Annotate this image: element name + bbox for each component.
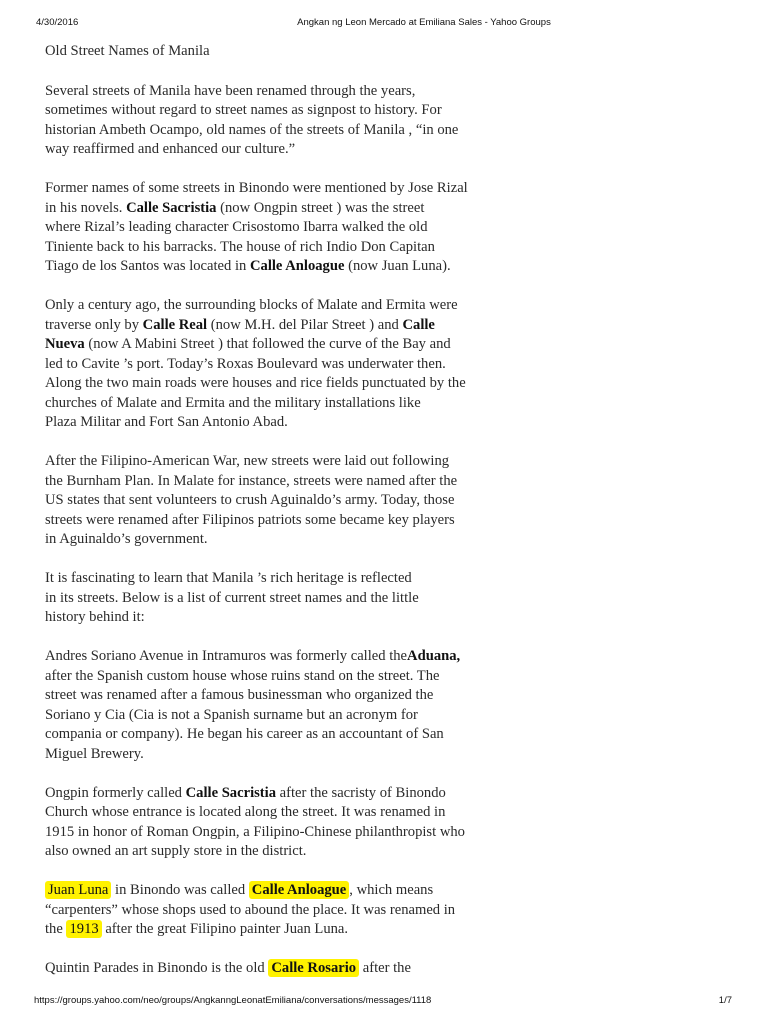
text-line: US states that sent volunteers to crush Aguinaldo’s army. Today, those — [45, 492, 455, 508]
text-line: the 1913 after the great Filipino painter Juan Luna. — [45, 921, 349, 937]
text-line: streets were renamed after Filipinos patriots some became key players — [45, 511, 455, 528]
paragraph-burnham — [45, 452, 545, 550]
paragraph-malate — [45, 296, 545, 433]
paragraph-binondo — [45, 179, 545, 277]
highlight-calle-rosario: Calle Rosario — [268, 959, 359, 977]
text-line: It is fascinating to learn that Manila ’s rich heritage is reflected — [45, 570, 412, 586]
paragraph-juan-luna — [45, 881, 545, 940]
print-url: https://groups.yahoo.com/neo/groups/AngkanngLeonatEmiliana/conversations/messages/1118 — [34, 995, 432, 1006]
text-line: 1915 in honor of Roman Ongpin, a Filipino-Chinese philanthropist who — [45, 823, 465, 840]
print-title: Angkan ng Leon Mercado at Emiliana Sales - Yahoo Groups — [297, 17, 551, 28]
text-line: Along the two main roads were houses and rice fields punctuated by the — [45, 375, 466, 391]
paragraph-quintin-paredes — [45, 959, 545, 979]
print-header — [36, 17, 732, 31]
text-line: historian Ambeth Ocampo, old names of the streets of Manila , “in one — [45, 121, 459, 138]
text-line: compania or company). He began his career as an accountant of San — [45, 726, 444, 742]
text-line: Plaza Militar and Fort San Antonio Abad. — [45, 414, 288, 430]
text-line: churches of Malate and Ermita and the military installations like — [45, 394, 421, 411]
street-name: Calle Sacristia — [126, 199, 217, 216]
text-line: Several streets of Manila have been renamed through the years, — [45, 82, 416, 99]
text-line: Church whose entrance is located along the street. It was renamed in — [45, 804, 446, 820]
paragraph-soriano — [45, 647, 545, 764]
text-line: sometimes without regard to street names as signpost to history. For — [45, 102, 442, 118]
text-line: the Burnham Plan. In Malate for instance, streets were named after the — [45, 472, 458, 489]
print-footer — [36, 995, 732, 1009]
text-line: street was renamed after a famous businessman who organized the — [45, 687, 434, 703]
text-line: also owned an art supply store in the district. — [45, 843, 307, 859]
text-line: Andres Soriano Avenue in Intramuros was formerly called theAduana, — [45, 648, 461, 664]
street-name: Nueva — [45, 336, 85, 352]
print-date: 4/30/2016 — [36, 17, 79, 28]
text-line: in Aguinaldo’s government. — [45, 531, 208, 547]
street-name: Calle — [402, 316, 435, 333]
street-name: Calle Real — [142, 316, 208, 333]
text-line: history behind it: — [45, 609, 145, 625]
text-line: where Rizal’s leading character Crisostomo Ibarra walked the old — [45, 219, 428, 235]
text-line: led to Cavite ’s port. Today’s Roxas Boulevard was underwater then. — [45, 355, 446, 372]
text-line: Only a century ago, the surrounding blocks of Malate and Ermita were — [45, 297, 458, 313]
highlight-calle-anloague: Calle Anloague — [249, 881, 349, 899]
highlight-1913: 1913 — [66, 920, 101, 938]
street-name: Calle Anloague — [249, 258, 345, 274]
text-line: in his novels. Calle Sacristia (now Ongpin street ) was the street — [45, 199, 425, 216]
text-line: Tiniente back to his barracks. The house of rich Indio Don Capitan — [45, 238, 435, 255]
text-line: Soriano y Cia (Cia is not a Spanish surname but an acronym for — [45, 706, 418, 723]
text-line: Miguel Brewery. — [45, 745, 144, 762]
text-line: Ongpin formerly called Calle Sacristia after the sacristy of Binondo — [45, 784, 446, 801]
text-line: After the Filipino-American War, new streets were laid out following — [45, 453, 450, 469]
paragraph-ongpin — [45, 784, 545, 862]
text-line: Tiago de los Santos was located in Calle Anloague (now Juan Luna). — [45, 258, 451, 274]
article — [45, 42, 545, 998]
highlight-juan-luna: Juan Luna — [45, 881, 111, 899]
page-number: 1/7 — [718, 995, 732, 1006]
street-name: Calle Sacristia — [185, 784, 277, 801]
text-line: after the Spanish custom house whose ruins stand on the street. The — [45, 667, 440, 684]
street-name: Aduana, — [407, 648, 461, 664]
paragraph-heritage — [45, 569, 545, 628]
text-line: traverse only by Calle Real (now M.H. del Pilar Street ) and Calle — [45, 316, 435, 333]
text-line: in its streets. Below is a list of current street names and the little — [45, 589, 419, 606]
paragraph-intro — [45, 82, 545, 160]
text-line: Nueva (now A Mabini Street ) that followed the curve of the Bay and — [45, 336, 451, 352]
text-line: Juan Luna in Binondo was called Calle Anloague , which means — [45, 881, 545, 901]
text-line: Former names of some streets in Binondo were mentioned by Jose Rizal — [45, 180, 468, 196]
text-line: Quintin Parades in Binondo is the old Calle Rosario after the — [45, 960, 411, 976]
text-line: “carpenters” whose shops used to abound the place. It was renamed in — [45, 901, 456, 918]
article-title: Old Street Names of Manila — [45, 43, 210, 59]
text-line: way reaffirmed and enhanced our culture.” — [45, 141, 296, 157]
